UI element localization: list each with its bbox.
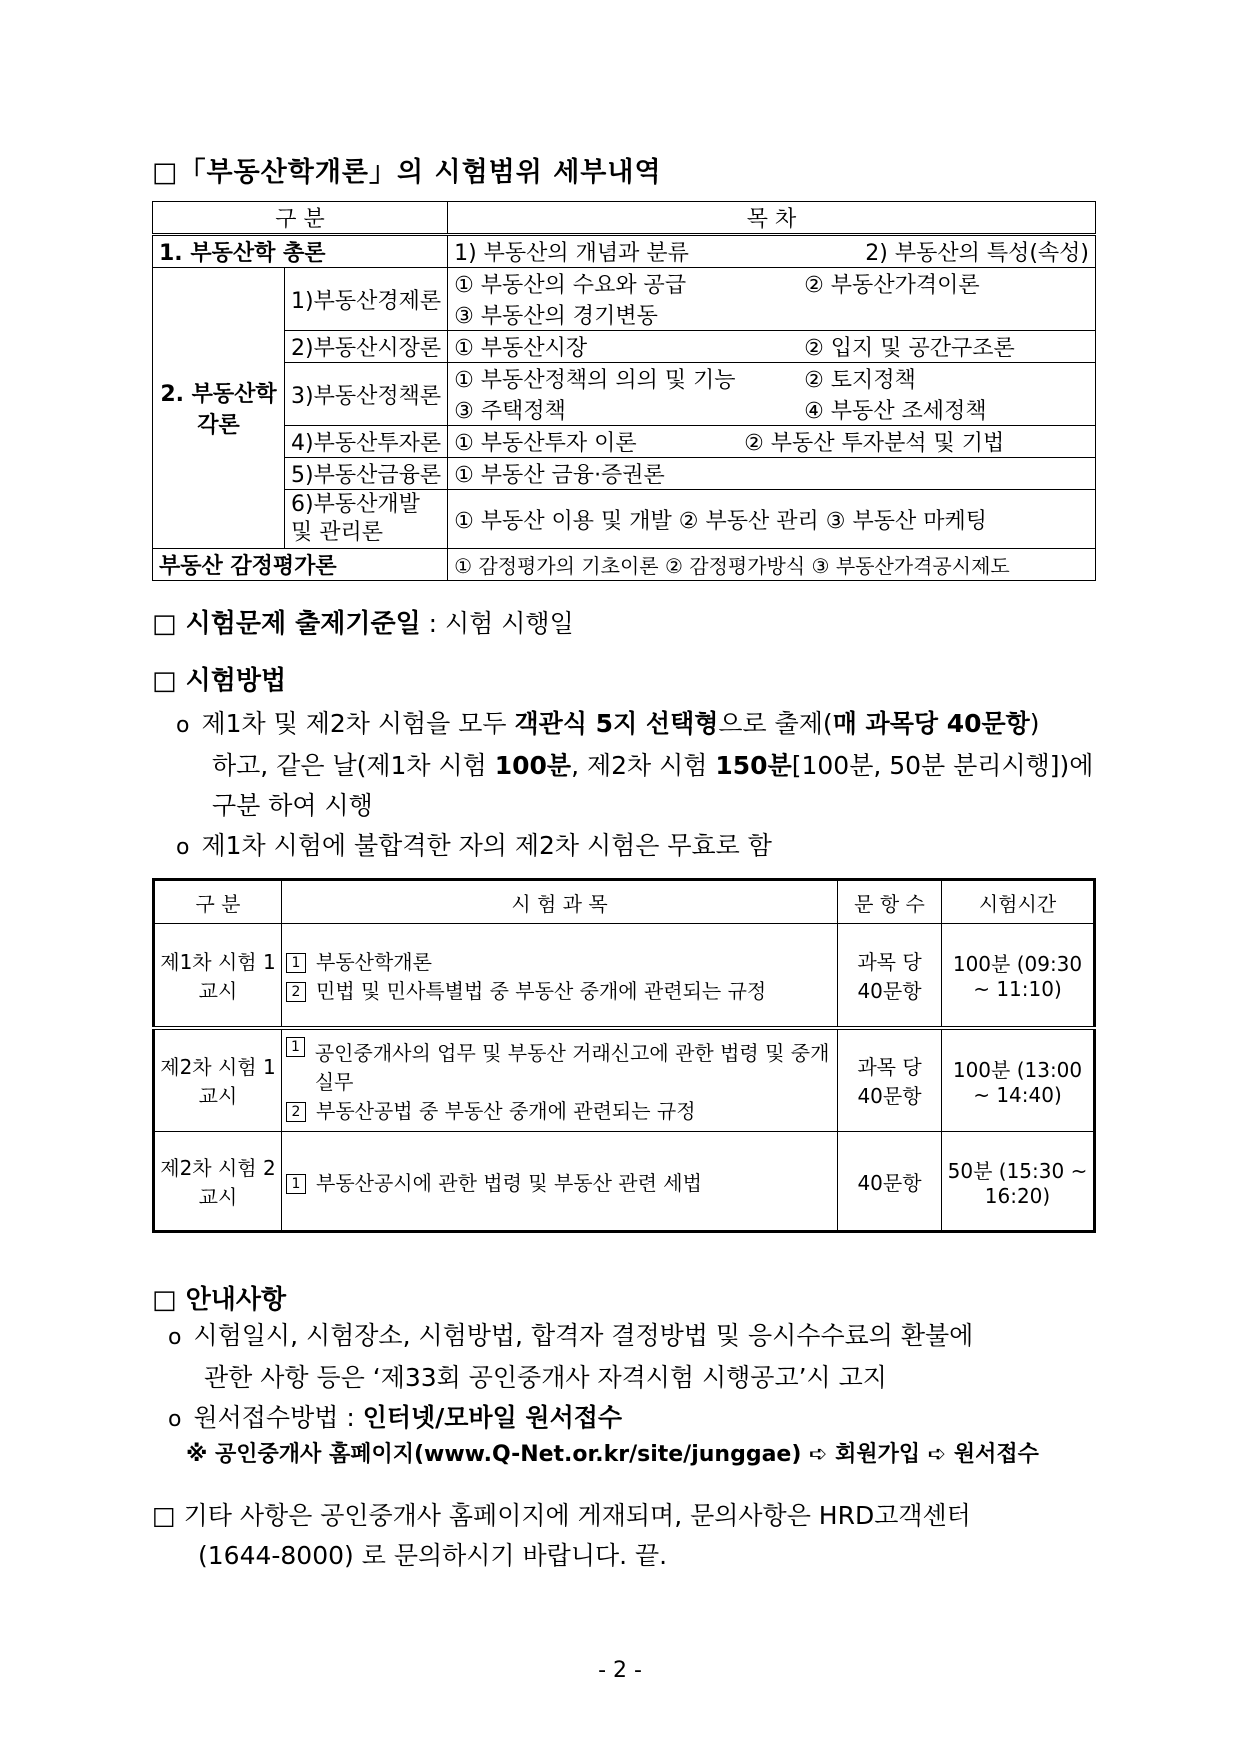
general-a: 1) 부동산의 개념과 분류 <box>454 241 689 266</box>
scope-head-contents: 목 차 <box>448 202 1096 235</box>
item: ② 토지정책 <box>804 368 916 393</box>
item: ① 부동산정책의 의의 및 기능 <box>454 368 736 393</box>
exam-session: 제2차 시험 2교시 <box>154 1132 282 1232</box>
number-box-icon: 1 <box>286 1037 305 1057</box>
general-label: 1. 부동산학 총론 <box>153 235 448 268</box>
page-title: □「부동산학개론」의 시험범위 세부내역 <box>152 157 662 188</box>
text: 제1차 시험에 불합격한 자의 제2차 시험은 무효로 함 <box>201 831 772 860</box>
exam-time: 100분 (09:30 ~ 11:10) <box>942 924 1095 1028</box>
exam-time: 100분 (13:00 ~ 14:40) <box>942 1028 1095 1132</box>
exam-count: 과목 당 40문항 <box>838 924 942 1028</box>
bullet-icon: o <box>176 713 190 738</box>
text: 원서접수방법 : <box>193 1403 363 1432</box>
text: 시험일시, 시험장소, 시험방법, 합격자 결정방법 및 응시수수료의 환불에 <box>193 1321 974 1350</box>
text: 구분 하여 시행 <box>212 791 373 820</box>
text-bold: 인터넷/모바일 원서접수 <box>362 1403 623 1432</box>
item: ② 부동산 투자분석 및 기법 <box>744 431 1005 456</box>
bullet-icon: o <box>168 1407 182 1432</box>
text-bold: 매 과목당 40문항 <box>832 709 1030 738</box>
exam-subjects <box>282 1132 838 1232</box>
text: 하고, 같은 날(제1차 시험 <box>212 751 495 780</box>
item: ① 부동산 이용 및 개발 ② 부동산 관리 ③ 부동산 마케팅 <box>448 490 1096 549</box>
number-box-icon: 1 <box>286 1174 306 1194</box>
text: [100분, 50분 분리시행])에 <box>791 751 1094 780</box>
general-b: 2) 부동산의 특성(속성) <box>865 241 1089 266</box>
exam-session: 제2차 시험 1교시 <box>154 1028 282 1132</box>
appraisal-label: 부동산 감정평가론 <box>153 549 448 581</box>
number-box-icon: 1 <box>286 953 306 973</box>
text: 관한 사항 등은 ‘제33회 공인중개사 자격시험 시행공고’시 고지 <box>204 1363 887 1392</box>
item: ② 부동산가격이론 <box>804 273 980 298</box>
subject: 부동산학개론 <box>316 949 432 974</box>
item: ① 부동산 금융·증권론 <box>448 458 1096 490</box>
text-bold: 100분 <box>494 751 572 780</box>
row-label: 5)부동산금융론 <box>285 458 448 490</box>
item: ① 부동산시장 <box>454 336 588 361</box>
item: ④ 부동산 조세정책 <box>804 399 987 424</box>
row-label: 3)부동산정책론 <box>285 363 448 426</box>
row-label: 4)부동산투자론 <box>285 426 448 458</box>
exam-head-category: 구 분 <box>154 880 282 924</box>
item: ③ 부동산의 경기변동 <box>448 299 1096 331</box>
text: 제1차 및 제2차 시험을 모두 <box>201 709 515 738</box>
row-label: 2)부동산시장론 <box>285 331 448 363</box>
text: 으로 출제( <box>718 709 833 738</box>
subject: 공인중개사의 업무 및 부동산 거래신고에 관한 법령 및 중개실무 <box>314 1040 830 1094</box>
bullet-icon: o <box>168 1325 182 1350</box>
criteria-value: : 시험 시행일 <box>420 609 574 638</box>
text: (1644-8000) 로 문의하시기 바랍니다. 끝. <box>198 1541 668 1570</box>
item: ② 입지 및 공간구조론 <box>804 336 1015 361</box>
criteria-label: □ 시험문제 출제기준일 <box>152 609 421 639</box>
method-heading: □ 시험방법 <box>152 666 287 696</box>
subject: 부동산공법 중 부동산 중개에 관련되는 규정 <box>316 1098 696 1123</box>
exam-head-time: 시험시간 <box>942 880 1095 924</box>
subject: 부동산공시에 관한 법령 및 부동산 관련 세법 <box>316 1170 702 1195</box>
exam-subjects <box>282 924 838 1028</box>
number-box-icon: 2 <box>286 982 306 1002</box>
text: □ 기타 사항은 공인중개사 홈페이지에 게재되며, 문의사항은 HRD고객센터 <box>152 1501 971 1530</box>
other-body <box>152 1496 1096 1576</box>
exam-time: 50분 (15:30 ~ 16:20) <box>942 1132 1095 1232</box>
exam-session: 제1차 시험 1교시 <box>154 924 282 1028</box>
guide-heading: □ 안내사항 <box>152 1285 287 1315</box>
specific-label: 2. 부동산학 각론 <box>153 268 285 549</box>
exam-head-count: 문 항 수 <box>838 880 942 924</box>
exam-table <box>152 878 1096 1233</box>
appraisal-items: ① 감정평가의 기초이론 ② 감정평가방식 ③ 부동산가격공시제도 <box>448 549 1096 581</box>
bullet-icon: o <box>176 835 190 860</box>
text: , 제2차 시험 <box>571 751 716 780</box>
guide-body <box>168 1316 1096 1470</box>
text-bold: 객관식 5지 선택형 <box>514 709 719 738</box>
criteria-line <box>152 604 574 644</box>
row-label: 1)부동산경제론 <box>285 268 448 331</box>
number-box-icon: 2 <box>286 1102 306 1122</box>
text: ) <box>1029 709 1040 738</box>
item: ① 부동산투자 이론 <box>454 431 637 456</box>
page-number: - 2 - <box>598 1658 642 1683</box>
exam-count: 과목 당 40문항 <box>838 1028 942 1132</box>
row-label: 6)부동산개발 및 관리론 <box>285 490 448 549</box>
scope-head-category: 구 분 <box>153 202 448 235</box>
apply-note: ※ 공인중개사 홈페이지(www.Q-Net.or.kr/site/junggae) ➪ 회원가입 ➪ 원서접수 <box>186 1442 1039 1467</box>
exam-subjects <box>282 1028 838 1132</box>
item: ③ 주택정책 <box>454 399 566 424</box>
exam-head-subject: 시 험 과 목 <box>282 880 838 924</box>
scope-table <box>152 201 1096 581</box>
subject: 민법 및 민사특별법 중 부동산 중개에 관련되는 규정 <box>316 978 767 1003</box>
text-bold: 150분 <box>715 751 792 780</box>
exam-count: 40문항 <box>838 1132 942 1232</box>
item: ① 부동산의 수요와 공급 <box>454 273 687 298</box>
method-body <box>176 704 1096 868</box>
